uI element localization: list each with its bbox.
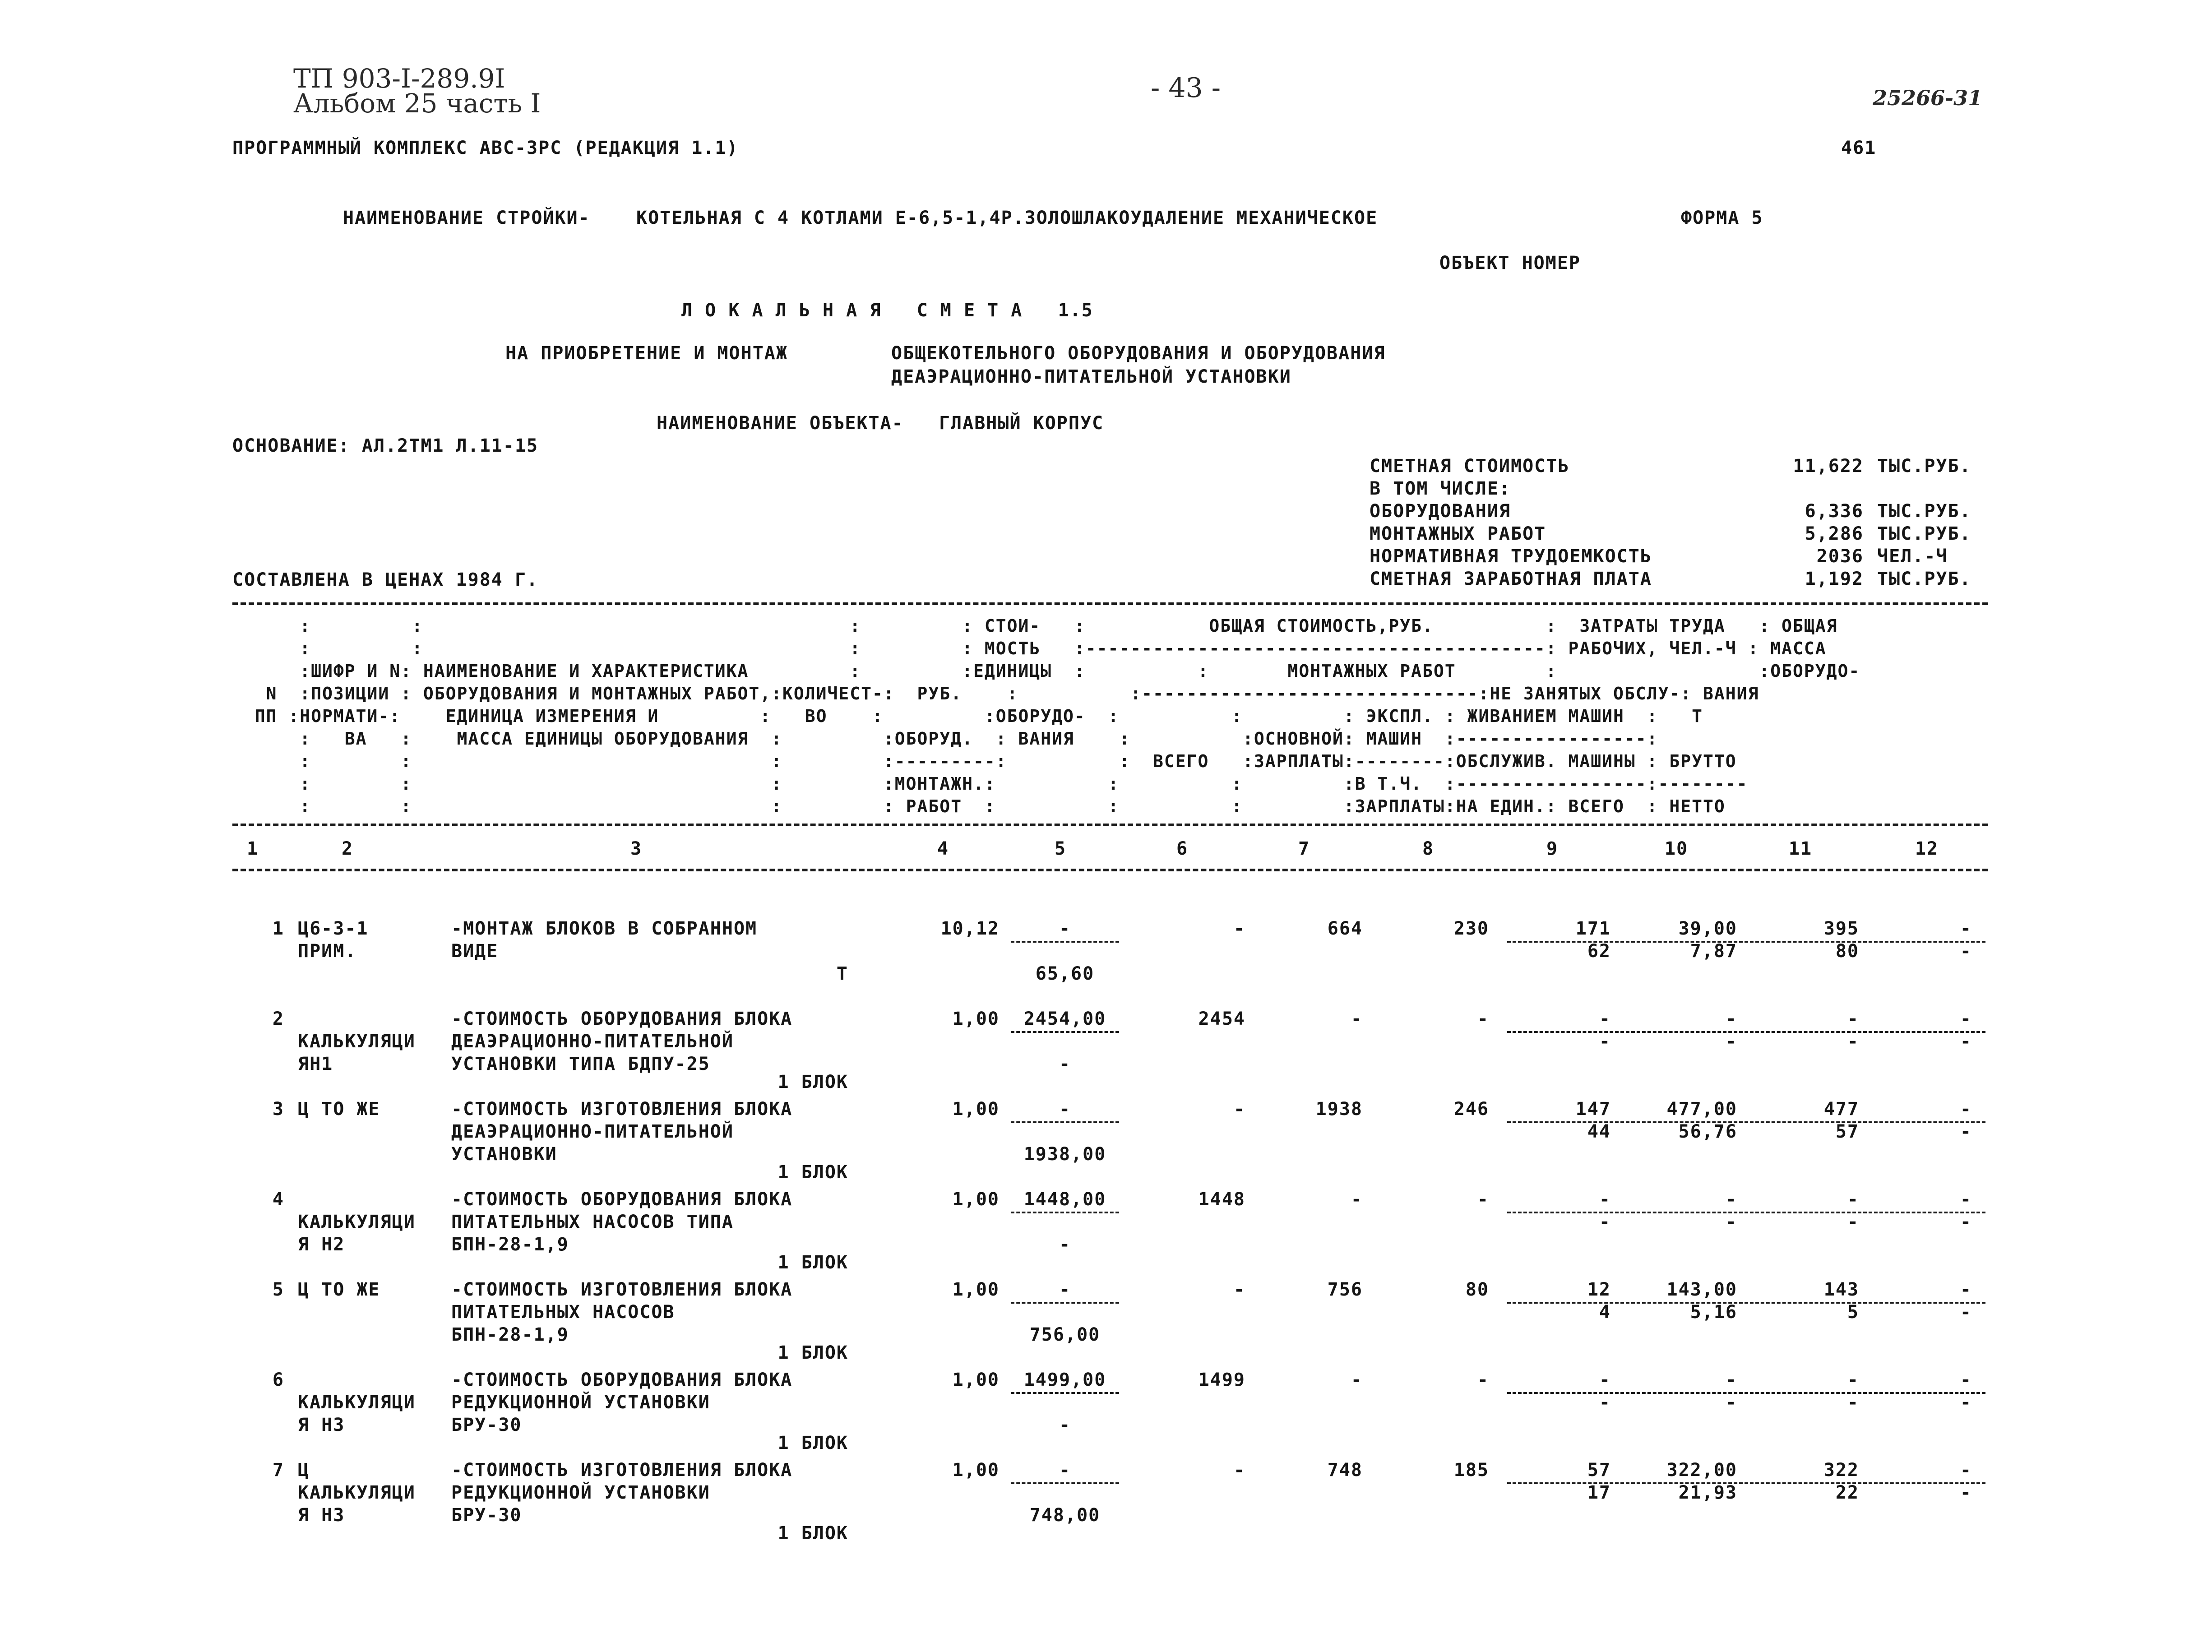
- row-mass: -: [1960, 918, 1972, 939]
- page-number: - 43 -: [1151, 72, 1221, 104]
- row-labor-unit: -: [1725, 1189, 1737, 1210]
- row-equipment-cost: 1448: [1198, 1189, 1245, 1210]
- subtitle-line2: ДЕАЭРАЦИОННО-ПИТАТЕЛЬНОЙ УСТАНОВКИ: [891, 366, 1291, 387]
- row-qty: 1,00: [952, 1279, 1000, 1300]
- row-unit: 1 БЛОК: [777, 1342, 848, 1363]
- row-name: БРУ-30: [451, 1505, 522, 1526]
- row-mass: -: [1960, 1099, 1972, 1120]
- header-line: ПП :НОРМАТИ-: ЕДИНИЦА ИЗМЕРЕНИЯ И : ВО : :ОБОРУДО- : : : ЭКСПЛ. : ЖИВАНИЕМ МАШИН : Т: [232, 706, 1703, 726]
- prices-line: СОСТАВЛЕНА В ЦЕНАХ 1984 Г.: [232, 569, 539, 590]
- price-split-rule: [1011, 1212, 1119, 1213]
- row-labor-unit-machine: 21,93: [1678, 1482, 1737, 1503]
- row-labor-unit: -: [1725, 1370, 1737, 1390]
- row-number: 6: [272, 1370, 284, 1390]
- row-price-equipment: 2454,00: [1023, 1009, 1106, 1029]
- header-line: :ШИФР И N: НАИМЕНОВАНИЕ И ХАРАКТЕРИСТИКА : :ЕДИНИЦЫ : : МОНТАЖНЫХ РАБОТ : :ОБОРУДО-: [232, 661, 1860, 681]
- row-labor-total-machine: -: [1847, 1392, 1859, 1413]
- row-machine-salary: 62: [1587, 941, 1611, 962]
- row-base-salary: -: [1477, 1370, 1489, 1390]
- construction-value: КОТЕЛЬНАЯ С 4 КОТЛАМИ Е-6,5-1,4Р.ЗОЛОШЛАКОУДАЛЕНИЕ МЕХАНИЧЕСКОЕ: [636, 208, 1378, 228]
- header-line: N :ПОЗИЦИИ : ОБОРУДОВАНИЯ И МОНТАЖНЫХ РАБОТ,:КОЛИЧЕСТ-: РУБ. : :------------------------------:НЕ ЗАНЯТЫХ ОБСЛУ-: ВАНИЯ: [232, 684, 1759, 703]
- row-unit: 1 БЛОК: [777, 1162, 848, 1183]
- row-labor-unit-machine: -: [1725, 1392, 1737, 1413]
- price-split-rule: [1011, 1121, 1119, 1123]
- row-total-montage: 756: [1327, 1279, 1363, 1300]
- row-labor-total: -: [1847, 1370, 1859, 1390]
- row-price-montage: 756,00: [1029, 1324, 1101, 1345]
- row-machine-expl: -: [1599, 1370, 1611, 1390]
- row-mass: -: [1960, 1009, 1972, 1029]
- album-label: Альбом 25 часть I: [293, 88, 541, 119]
- row-code: Ц ТО ЖЕ: [298, 1099, 380, 1120]
- row-name: ВИДЕ: [451, 941, 499, 962]
- row-labor-unit-machine: 56,76: [1678, 1121, 1737, 1142]
- row-labor-total: 143: [1823, 1279, 1859, 1300]
- sheet-number: 461: [1841, 138, 1877, 158]
- row-labor-unit: 322,00: [1666, 1460, 1737, 1481]
- row-price-equipment: 1499,00: [1023, 1370, 1106, 1390]
- summary-unit: ЧЕЛ.-Ч: [1877, 546, 1948, 567]
- row-equipment-cost: -: [1233, 1279, 1245, 1300]
- row-code: Ц: [298, 1460, 310, 1481]
- row-machine-expl: 57: [1587, 1460, 1611, 1481]
- row-name: БПН-28-1,9: [451, 1324, 569, 1345]
- construction-label: НАИМЕНОВАНИЕ СТРОЙКИ-: [343, 208, 590, 228]
- row-labor-total-machine: 57: [1835, 1121, 1859, 1142]
- summary-value: 6,336: [1805, 501, 1864, 522]
- header-line: : : : : РАБОТ : : : :ЗАРПЛАТЫ:НА ЕДИН.: ВСЕГО : НЕТТО: [232, 796, 1726, 816]
- row-qty: 10,12: [940, 918, 1000, 939]
- row-machine-expl: -: [1599, 1009, 1611, 1029]
- price-split-rule: [1011, 941, 1119, 943]
- column-number: 3: [630, 838, 643, 859]
- row-qty: 1,00: [952, 1189, 1000, 1210]
- row-number: 1: [272, 918, 284, 939]
- summary-value: 2036: [1816, 546, 1864, 567]
- column-number: 5: [1054, 838, 1067, 859]
- row-name: РЕДУКЦИОННОЙ УСТАНОВКИ: [451, 1392, 710, 1413]
- row-base-salary: -: [1477, 1189, 1489, 1210]
- row-machine-expl: 12: [1587, 1279, 1611, 1300]
- row-name: БПН-28-1,9: [451, 1234, 569, 1255]
- row-equipment-cost: -: [1233, 1460, 1245, 1481]
- row-total-montage: 748: [1327, 1460, 1363, 1481]
- row-unit: Т: [836, 963, 848, 984]
- summary-label: В ТОМ ЧИСЛЕ:: [1370, 478, 1511, 499]
- table-rule-mid: [232, 824, 1988, 826]
- row-mass-net: -: [1960, 1392, 1972, 1413]
- column-number: 12: [1915, 838, 1939, 859]
- row-price-equipment: -: [1059, 918, 1071, 939]
- column-number: 10: [1664, 838, 1689, 859]
- row-code: КАЛЬКУЛЯЦИ: [298, 1392, 416, 1413]
- row-name: -СТОИМОСТЬ ОБОРУДОВАНИЯ БЛОКА: [451, 1370, 793, 1390]
- row-code: Я Н3: [298, 1415, 345, 1435]
- row-machine-expl: -: [1599, 1189, 1611, 1210]
- header-line: : ВА : МАССА ЕДИНИЦЫ ОБОРУДОВАНИЯ : :ОБОРУД. : ВАНИЯ : :ОСНОВНОЙ: МАШИН :-----------------:: [232, 729, 1658, 749]
- column-number: 4: [937, 838, 949, 859]
- column-number: 2: [341, 838, 354, 859]
- row-total-montage: -: [1351, 1189, 1363, 1210]
- row-mass-net: -: [1960, 1302, 1972, 1323]
- row-mass-net: -: [1960, 1212, 1972, 1232]
- row-name: ПИТАТЕЛЬНЫХ НАСОСОВ: [451, 1302, 675, 1323]
- row-qty: 1,00: [952, 1009, 1000, 1029]
- summary-label: МОНТАЖНЫХ РАБОТ: [1370, 523, 1546, 544]
- row-labor-unit: 39,00: [1678, 918, 1737, 939]
- row-labor-total-machine: -: [1847, 1212, 1859, 1232]
- row-price-montage: -: [1059, 1054, 1071, 1074]
- row-name: ПИТАТЕЛЬНЫХ НАСОСОВ ТИПА: [451, 1212, 734, 1232]
- summary-value: 11,622: [1793, 456, 1864, 477]
- row-number: 5: [272, 1279, 284, 1300]
- row-code: КАЛЬКУЛЯЦИ: [298, 1031, 416, 1052]
- row-mass-net: -: [1960, 1482, 1972, 1503]
- row-total-montage: 664: [1327, 918, 1363, 939]
- row-mass: -: [1960, 1189, 1972, 1210]
- row-machine-expl: 171: [1575, 918, 1611, 939]
- header-line: : : : :МОНТАЖН.: : : :В Т.Ч. :-----------------:--------: [232, 774, 1748, 794]
- row-price-montage: -: [1059, 1415, 1071, 1435]
- row-mass: -: [1960, 1370, 1972, 1390]
- row-price-equipment: -: [1059, 1279, 1071, 1300]
- row-total-montage: 1938: [1315, 1099, 1363, 1120]
- row-code: Я Н2: [298, 1234, 345, 1255]
- row-labor-unit-machine: 5,16: [1690, 1302, 1737, 1323]
- row-labor-total: 322: [1823, 1460, 1859, 1481]
- row-price-equipment: -: [1059, 1460, 1071, 1481]
- price-split-rule: [1011, 1031, 1119, 1033]
- row-number: 2: [272, 1009, 284, 1029]
- basis-line: ОСНОВАНИЕ: АЛ.2ТМ1 Л.11-15: [232, 435, 539, 456]
- row-base-salary: 230: [1453, 918, 1489, 939]
- form-label: ФОРМА 5: [1681, 208, 1763, 228]
- row-total-montage: -: [1351, 1009, 1363, 1029]
- header-line: : : : : МОСТЬ :-----------------------------------------: РАБОЧИХ, ЧЕЛ.-Ч : МАССА: [232, 639, 1827, 658]
- tp-code: ТП 903-I-289.9I: [293, 63, 505, 94]
- summary-unit: ТЫС.РУБ.: [1877, 523, 1971, 544]
- row-code: Ц ТО ЖЕ: [298, 1279, 380, 1300]
- row-unit: 1 БЛОК: [777, 1523, 848, 1544]
- summary-label: ОБОРУДОВАНИЯ: [1370, 501, 1511, 522]
- row-name: -СТОИМОСТЬ ИЗГОТОВЛЕНИЯ БЛОКА: [451, 1279, 793, 1300]
- row-mass: -: [1960, 1460, 1972, 1481]
- row-price-montage: 748,00: [1029, 1505, 1101, 1526]
- row-mass-net: -: [1960, 1031, 1972, 1052]
- row-labor-unit-machine: -: [1725, 1212, 1737, 1232]
- summary-value: 1,192: [1805, 569, 1864, 589]
- row-name: ДЕАЭРАЦИОННО-ПИТАТЕЛЬНОЙ: [451, 1121, 734, 1142]
- row-price-montage: 1938,00: [1023, 1144, 1106, 1165]
- row-name: -МОНТАЖ БЛОКОВ В СОБРАННОМ: [451, 918, 758, 939]
- summary-label: СМЕТНАЯ СТОИМОСТЬ: [1370, 456, 1570, 477]
- row-code: Ц6-3-1: [298, 918, 369, 939]
- row-code: Я Н3: [298, 1505, 345, 1526]
- summary-value: 5,286: [1805, 523, 1864, 544]
- row-labor-total-machine: 5: [1847, 1302, 1859, 1323]
- column-number: 1: [246, 838, 259, 859]
- row-machine-salary: 17: [1587, 1482, 1611, 1503]
- row-name: ДЕАЭРАЦИОННО-ПИТАТЕЛЬНОЙ: [451, 1031, 734, 1052]
- row-name: -СТОИМОСТЬ ОБОРУДОВАНИЯ БЛОКА: [451, 1189, 793, 1210]
- column-number: 6: [1176, 838, 1189, 859]
- header-line: : : : :---------: : ВСЕГО :ЗАРПЛАТЫ:--------:ОБСЛУЖИВ. МАШИНЫ : БРУТТО: [232, 751, 1737, 771]
- price-split-rule: [1011, 1392, 1119, 1394]
- row-name: РЕДУКЦИОННОЙ УСТАНОВКИ: [451, 1482, 710, 1503]
- row-name: -СТОИМОСТЬ ИЗГОТОВЛЕНИЯ БЛОКА: [451, 1460, 793, 1481]
- price-split-rule: [1011, 1302, 1119, 1304]
- row-base-salary: 80: [1465, 1279, 1489, 1300]
- row-qty: 1,00: [952, 1460, 1000, 1481]
- row-machine-salary: 44: [1587, 1121, 1611, 1142]
- summary-label: СМЕТНАЯ ЗАРАБОТНАЯ ПЛАТА: [1370, 569, 1652, 589]
- row-base-salary: -: [1477, 1009, 1489, 1029]
- column-number: 11: [1788, 838, 1813, 859]
- row-qty: 1,00: [952, 1370, 1000, 1390]
- row-mass: -: [1960, 1279, 1972, 1300]
- row-mass-net: -: [1960, 1121, 1972, 1142]
- row-code: ЯН1: [298, 1054, 333, 1074]
- row-labor-total: 477: [1823, 1099, 1859, 1120]
- table-rule-bottom: [232, 869, 1988, 871]
- row-labor-total-machine: 22: [1835, 1482, 1859, 1503]
- row-labor-total: 395: [1823, 918, 1859, 939]
- inventory-number: 25266-31: [1873, 86, 1983, 110]
- row-unit: 1 БЛОК: [777, 1252, 848, 1273]
- row-equipment-cost: -: [1233, 918, 1245, 939]
- row-name: БРУ-30: [451, 1415, 522, 1435]
- summary-unit: ТЫС.РУБ.: [1877, 501, 1971, 522]
- row-unit: 1 БЛОК: [777, 1072, 848, 1092]
- column-number: 7: [1298, 838, 1310, 859]
- row-price-equipment: -: [1059, 1099, 1071, 1120]
- row-labor-unit-machine: 7,87: [1690, 941, 1737, 962]
- table-rule-top: [232, 602, 1988, 605]
- column-number: 9: [1546, 838, 1559, 859]
- row-labor-total-machine: -: [1847, 1031, 1859, 1052]
- row-number: 7: [272, 1460, 284, 1481]
- row-number: 4: [272, 1189, 284, 1210]
- row-labor-unit-machine: -: [1725, 1031, 1737, 1052]
- row-mass-net: -: [1960, 941, 1972, 962]
- row-machine-salary: -: [1599, 1212, 1611, 1232]
- row-labor-total-machine: 80: [1835, 941, 1859, 962]
- row-labor-unit: -: [1725, 1009, 1737, 1029]
- row-base-salary: 246: [1453, 1099, 1489, 1120]
- row-machine-salary: -: [1599, 1031, 1611, 1052]
- row-labor-unit: 143,00: [1666, 1279, 1737, 1300]
- row-name: -СТОИМОСТЬ ОБОРУДОВАНИЯ БЛОКА: [451, 1009, 793, 1029]
- row-code: ПРИМ.: [298, 941, 357, 962]
- row-price-montage: 65,60: [1035, 963, 1095, 984]
- row-code: КАЛЬКУЛЯЦИ: [298, 1212, 416, 1232]
- program-line: ПРОГРАММНЫЙ КОМПЛЕКС АВС-3РС (РЕДАКЦИЯ 1.1): [232, 138, 739, 158]
- row-name: -СТОИМОСТЬ ИЗГОТОВЛЕНИЯ БЛОКА: [451, 1099, 793, 1120]
- row-qty: 1,00: [952, 1099, 1000, 1120]
- row-labor-unit: 477,00: [1666, 1099, 1737, 1120]
- row-code: КАЛЬКУЛЯЦИ: [298, 1482, 416, 1503]
- row-labor-total: -: [1847, 1189, 1859, 1210]
- column-number: 8: [1422, 838, 1435, 859]
- row-machine-salary: 4: [1599, 1302, 1611, 1323]
- row-equipment-cost: 2454: [1198, 1009, 1245, 1029]
- row-number: 3: [272, 1099, 284, 1120]
- row-name: УСТАНОВКИ: [451, 1144, 557, 1165]
- header-line: : : : : СТОИ- : ОБЩАЯ СТОИМОСТЬ,РУБ. : ЗАТРАТЫ ТРУДА : ОБЩАЯ: [232, 616, 1838, 636]
- row-price-montage: -: [1059, 1234, 1071, 1255]
- summary-label: НОРМАТИВНАЯ ТРУДОЕМКОСТЬ: [1370, 546, 1652, 567]
- estimate-title: Л О К А Л Ь Н А Я С М Е Т А 1.5: [681, 300, 1093, 321]
- object-number-label: ОБЪЕКТ НОМЕР: [1439, 253, 1581, 273]
- row-name: УСТАНОВКИ ТИПА БДПУ-25: [451, 1054, 710, 1074]
- row-machine-salary: -: [1599, 1392, 1611, 1413]
- summary-unit: ТЫС.РУБ.: [1877, 456, 1971, 477]
- object-name: НАИМЕНОВАНИЕ ОБЪЕКТА- ГЛАВНЫЙ КОРПУС: [657, 413, 1104, 434]
- price-split-rule: [1011, 1482, 1119, 1484]
- row-total-montage: -: [1351, 1370, 1363, 1390]
- row-machine-expl: 147: [1575, 1099, 1611, 1120]
- row-unit: 1 БЛОК: [777, 1433, 848, 1453]
- summary-unit: ТЫС.РУБ.: [1877, 569, 1971, 589]
- row-price-equipment: 1448,00: [1023, 1189, 1106, 1210]
- row-labor-total: -: [1847, 1009, 1859, 1029]
- row-equipment-cost: -: [1233, 1099, 1245, 1120]
- row-equipment-cost: 1499: [1198, 1370, 1245, 1390]
- row-base-salary: 185: [1453, 1460, 1489, 1481]
- subtitle-line1: ОБЩЕКОТЕЛЬНОГО ОБОРУДОВАНИЯ И ОБОРУДОВАНИЯ: [891, 343, 1386, 364]
- subtitle-label: НА ПРИОБРЕТЕНИЕ И МОНТАЖ: [505, 343, 788, 364]
